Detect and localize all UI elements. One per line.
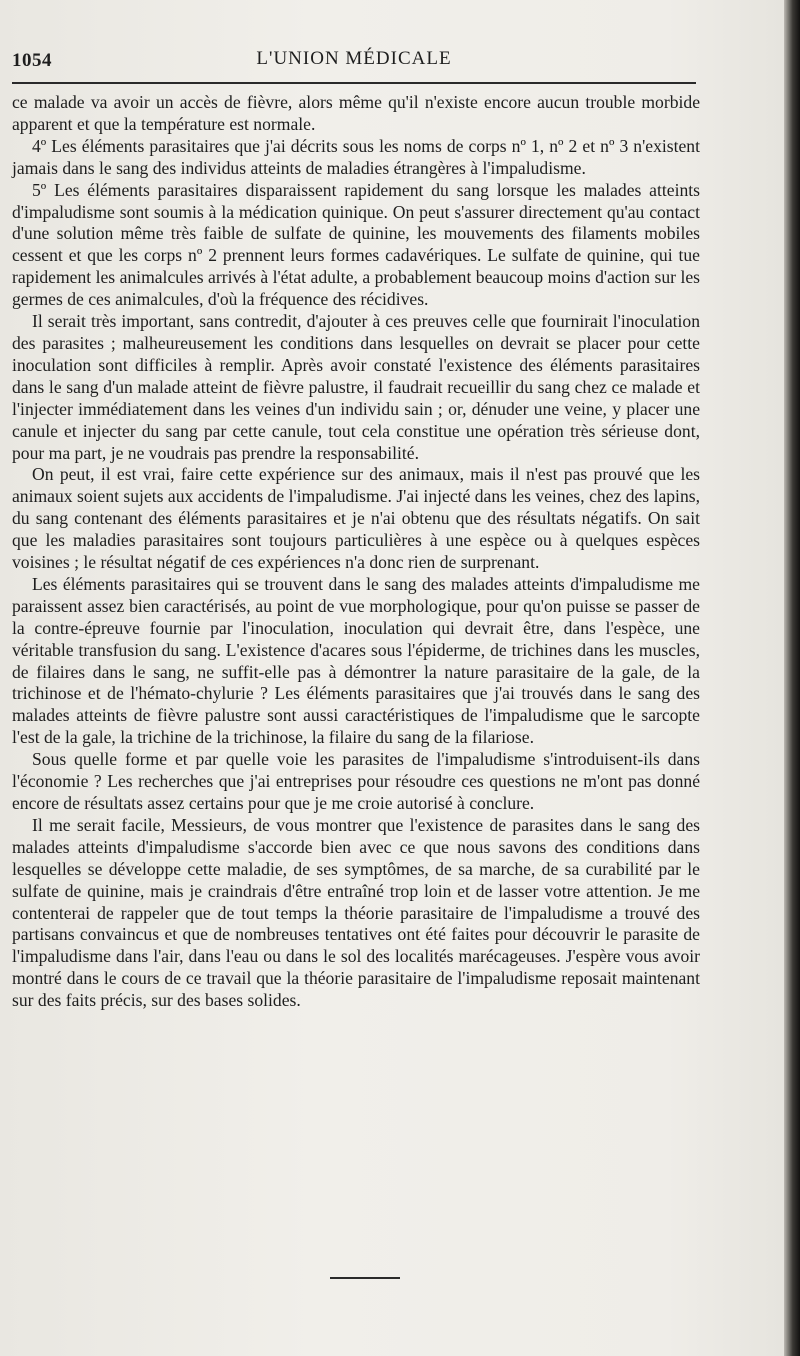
page-number: 1054 (12, 50, 52, 71)
paragraph-point-5: 5º Les éléments parasitaires disparaissent rapidement du sang lorsque les malades atteints d'impaludisme sont soumis à la médication quinique. On peut s'assurer directement qu'au contact d'une solution même très faible de sulfate de quinine, les mouvements des filaments mobiles cessent et que les corps nº 2 prennent leurs formes cadavériques. Le sulfate de quinine, qui tue rapidement les animalcules arrivés à l'état adulte, a probablement beaucoup moins d'action sur les germes de ces animalcules, d'où la fréquence des récidives. (12, 179, 700, 310)
paragraph-introduction-route: Sous quelle forme et par quelle voie les parasites de l'impaludisme s'introduisent-ils dans l'économie ? Les recherches que j'ai entreprises pour résoudre ces questions ne m'ont pas donné encore de résultats assez certains pour que je me croie autorisé à conclure. (12, 749, 700, 813)
binding-shadow (784, 0, 800, 1356)
paragraph-continuation: ce malade va avoir un accès de fièvre, alors même qu'il n'existe encore aucun trouble morbide apparent et que la température est normale. (12, 92, 700, 134)
header-rule (12, 82, 696, 84)
paragraph-inoculation: Il serait très important, sans contredit, d'ajouter à ces preuves celle que fournirait l'inoculation des parasites ; malheureusement les conditions dans lesquelles on devrait se placer pour cette inoculation sont difficiles à remplir. Après avoir constaté l'existence des éléments parasitaires dans le sang d'un malade atteint de fièvre palustre, il faudrait recueillir du sang chez ce malade et l'injecter immédiatement dans les veines d'un individu sain ; or, dénuder une veine, y placer une canule et injecter du sang par cette canule, tout cela constitue une opération très sérieuse dont, pour ma part, je ne voudrais pas prendre la responsabilité. (12, 311, 700, 463)
end-rule (330, 1277, 400, 1279)
article-body (12, 92, 700, 1012)
paragraph-morphology: Les éléments parasitaires qui se trouvent dans le sang des malades atteints d'impaludisme me paraissent assez bien caractérisés, au point de vue morphologique, pour qu'on puisse se passer de la contre-épreuve fournie par l'inoculation, inoculation qui devrait être, dans l'espèce, une véritable transfusion du sang. L'existence d'acares sous l'épiderme, de trichines dans les muscles, de filaires dans le sang, ne suffit-elle pas à démontrer la nature parasitaire de la gale, de la trichinose et de l'hémato-chylurie ? Les éléments parasitaires que j'ai trouvés dans le sang des malades atteints de fièvre palustre sont aussi caractéristiques de l'impaludisme que le sarcopte l'est de la gale, la trichine de la trichinose, la filaire du sang de la filariose. (12, 573, 700, 748)
paragraph-animal-experiment: On peut, il est vrai, faire cette expérience sur des animaux, mais il n'est pas prouvé que les animaux soient sujets aux accidents de l'impaludisme. J'ai injecté dans les veines, chez des lapins, du sang contenant des éléments parasitaires et je n'ai obtenu que des résultats négatifs. On sait que les maladies parasitaires sont toujours particulières à une espèce ou à quelques espèces voisines ; le résultat négatif de ces expériences n'a donc rien de surprenant. (12, 464, 700, 573)
paragraph-conclusion: Il me serait facile, Messieurs, de vous montrer que l'existence de parasites dans le sang des malades atteints d'impaludisme s'accorde bien avec ce que nous savons des conditions dans lesquelles se développe cette maladie, de ses symptômes, de sa marche, de sa curabilité par le sulfate de quinine, mais je craindrais d'être entraîné trop loin et de lasser votre attention. Je me contenterai de rappeler que de tout temps la théorie parasitaire de l'impaludisme a trouvé des partisans convaincus et que de nombreuses tentatives ont été faites pour découvrir le parasite de l'impaludisme dans l'air, dans l'eau ou dans le sol des localités marécageuses. J'espère vous avoir montré dans le cours de ce travail que la théorie parasitaire de l'impaludisme reposait maintenant sur des faits précis, sur des bases solides. (12, 814, 700, 1011)
paragraph-point-4: 4º Les éléments parasitaires que j'ai décrits sous les noms de corps nº 1, nº 2 et nº 3 n'existent jamais dans le sang des individus atteints de maladies étrangères à l'impaludisme. (12, 135, 700, 178)
journal-title: L'UNION MÉDICALE (256, 48, 452, 69)
page-header (12, 44, 696, 76)
